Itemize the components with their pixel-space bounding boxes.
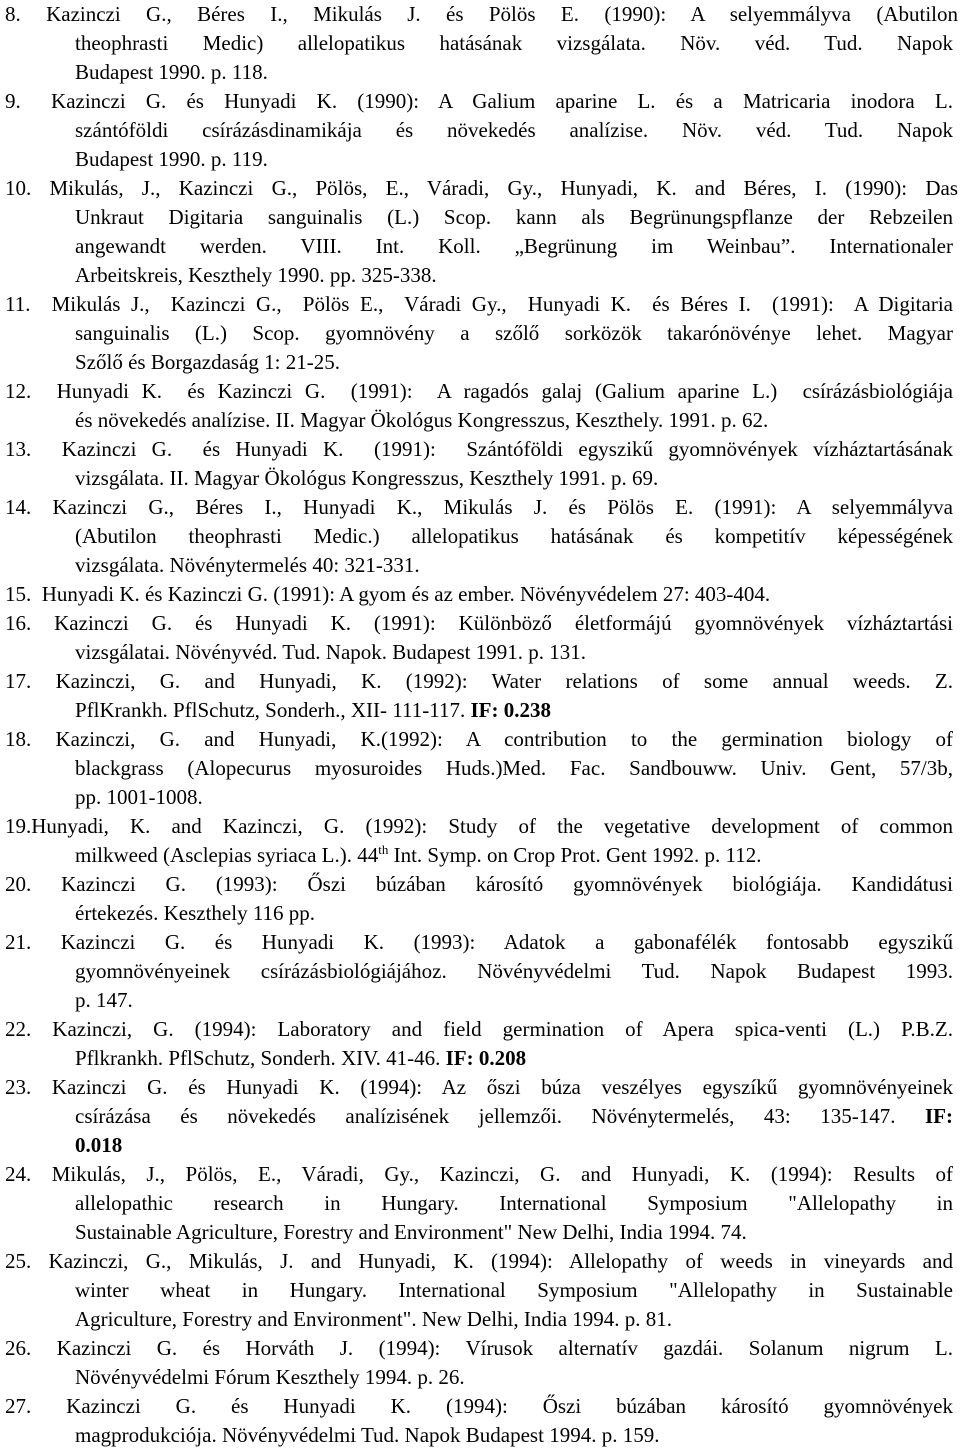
text-line [0, 1073, 960, 1102]
text-span: pp. 1001-1008. [75, 785, 203, 809]
line-text [5, 1334, 953, 1363]
text-span: 25. Kazinczi, G., Mikulás, J. and Hunyadi, K. (1994): Allelopathy of weeds in vineyards and [5, 1249, 953, 1273]
text-line [0, 1131, 960, 1160]
text-span: p. 147. [75, 988, 133, 1012]
text-line [0, 580, 960, 609]
line-text [5, 174, 958, 203]
line-text [5, 609, 953, 638]
text-line [0, 348, 960, 377]
line-text [75, 261, 675, 290]
line-text [5, 377, 953, 406]
text-span: 8. Kazinczi G., Béres I., Mikulás J. és Pölös E. (1990): A selyemmályva (Abutilon [5, 2, 958, 26]
text-line [0, 58, 960, 87]
line-text [5, 812, 953, 841]
text-span: 12. Hunyadi K. és Kazinczi G. (1991): A ragadós galaj (Galium aparine L.) csírázásbiológiája [5, 379, 953, 403]
text-line [0, 377, 960, 406]
text-line [0, 1015, 960, 1044]
text-span: és növekedés analízise. II. Magyar Ökológus Kongresszus, Keszthely. 1991. p. 62. [75, 408, 769, 432]
text-line [0, 870, 960, 899]
text-span: 21. Kazinczi G. és Hunyadi K. (1993): Adatok a gabonafélék fontosabb egyszikű [5, 930, 953, 954]
line-text [75, 1363, 953, 1392]
text-line [0, 1334, 960, 1363]
line-text [75, 1276, 953, 1305]
text-span: Agriculture, Forestry and Environment". New Delhi, India 1994. p. 81. [75, 1307, 673, 1331]
text-span: Szőlő és Borgazdaság 1: 21-25. [75, 350, 340, 374]
superscript: th [378, 842, 389, 857]
text-line [0, 1160, 960, 1189]
text-line [0, 783, 960, 812]
line-text [75, 841, 953, 870]
text-line [0, 464, 960, 493]
line-text [5, 1073, 953, 1102]
text-line [0, 522, 960, 551]
text-line [0, 957, 960, 986]
line-text [75, 754, 953, 783]
line-text [75, 783, 375, 812]
text-line [0, 116, 960, 145]
text-span: blackgrass (Alopecurus myosuroides Huds.)Med. Fac. Sandbouww. Univ. Gent, 57/3b, [75, 756, 953, 780]
line-text [75, 232, 953, 261]
text-span: (Abutilon theophrasti Medic.) allelopatikus hatásának és kompetitív képességének [75, 524, 953, 548]
text-span: Budapest 1990. p. 118. [75, 60, 268, 84]
text-span: sanguinalis (L.) Scop. gyomnövény a szőlő sorközök takarónövénye lehet. Magyar [75, 321, 953, 345]
text-line [0, 0, 960, 29]
text-span: értekezés. Keszthely 116 pp. [75, 901, 316, 925]
line-text [75, 899, 575, 928]
text-line [0, 1102, 960, 1131]
text-line [0, 609, 960, 638]
text-span: theophrasti Medic) allelopatikus hatásának vizsgálata. Növ. véd. Tud. Napok [75, 31, 953, 55]
text-line [0, 696, 960, 725]
text-span: csírázása és növekedés analízisének jellemzői. Növénytermelés, 43: 135-147. [75, 1104, 925, 1128]
line-text [5, 435, 953, 464]
line-text [75, 1102, 953, 1131]
text-line [0, 1247, 960, 1276]
text-line [0, 493, 960, 522]
text-line [0, 638, 960, 667]
text-span: magprodukciója. Növényvédelmi Tud. Napok Budapest 1994. p. 159. [75, 1423, 660, 1447]
bold-text: IF: 0.238 [470, 698, 551, 722]
text-span: allelopathic research in Hungary. International Symposium "Allelopathy in [75, 1191, 953, 1215]
line-text [75, 986, 275, 1015]
text-line [0, 406, 960, 435]
text-line [0, 232, 960, 261]
text-line [0, 435, 960, 464]
line-text [75, 1189, 953, 1218]
text-line [0, 1363, 960, 1392]
line-text [75, 522, 953, 551]
line-text [5, 928, 953, 957]
line-text [5, 580, 953, 609]
text-line [0, 986, 960, 1015]
text-span: Int. Symp. on Crop Prot. Gent 1992. p. 112. [388, 843, 762, 867]
text-span: vizsgálata. II. Magyar Ökológus Kongresszus, Keszthely 1991. p. 69. [75, 466, 659, 490]
line-text [75, 406, 953, 435]
text-span: 24. Mikulás, J., Pölös, E., Váradi, Gy., Kazinczi, G. and Hunyadi, K. (1994): Results of [5, 1162, 953, 1186]
line-text [75, 1305, 953, 1334]
line-text [75, 696, 953, 725]
text-span: Budapest 1990. p. 119. [75, 147, 268, 171]
text-span: Unkraut Digitaria sanguinalis (L.) Scop. kann als Begrünungspflanze der Rebzeilen [75, 205, 953, 229]
text-span: 18. Kazinczi, G. and Hunyadi, K.(1992): A contribution to the germination biology of [5, 727, 953, 751]
text-span: Sustainable Agriculture, Forestry and Environment" New Delhi, India 1994. 74. [75, 1220, 747, 1244]
line-text [75, 116, 953, 145]
text-span: Növényvédelmi Fórum Keszthely 1994. p. 26. [75, 1365, 465, 1389]
text-line [0, 1305, 960, 1334]
line-text [75, 551, 775, 580]
text-span: 14. Kazinczi G., Béres I., Hunyadi K., Mikulás J. és Pölös E. (1991): A selyemmályva [5, 495, 953, 519]
line-text [5, 1247, 953, 1276]
text-line [0, 754, 960, 783]
text-line [0, 290, 960, 319]
text-line [0, 1189, 960, 1218]
line-text [75, 1421, 953, 1450]
text-span: 13. Kazinczi G. és Hunyadi K. (1991): Szántóföldi egyszikű gyomnövények vízháztartásának [5, 437, 953, 461]
text-line [0, 551, 960, 580]
text-line [0, 812, 960, 841]
text-line [0, 174, 960, 203]
text-span: 23. Kazinczi G. és Hunyadi K. (1994): Az őszi búza veszélyes egyszíkű gyomnövényeinek [5, 1075, 953, 1099]
text-line [0, 1276, 960, 1305]
text-span: 26. Kazinczi G. és Horváth J. (1994): Vírusok alternatív gazdái. Solanum nigrum L. [5, 1336, 953, 1360]
bold-text: 0.018 [75, 1133, 123, 1157]
text-line [0, 928, 960, 957]
text-span: Pflkrankh. PflSchutz, Sonderh. XIV. 41-46. [75, 1046, 446, 1070]
line-text [75, 464, 953, 493]
text-line [0, 203, 960, 232]
text-span: Arbeitskreis, Keszthely 1990. pp. 325-338. [75, 263, 437, 287]
line-text [5, 1160, 953, 1189]
line-text [75, 1044, 953, 1073]
text-line [0, 29, 960, 58]
text-span: 27. Kazinczi G. és Hunyadi K. (1994): Őszi búzában károsító gyomnövények [5, 1394, 953, 1418]
text-line [0, 1392, 960, 1421]
text-line [0, 725, 960, 754]
text-span: 17. Kazinczi, G. and Hunyadi, K. (1992): Water relations of some annual weeds. Z. [5, 669, 953, 693]
text-line [0, 145, 960, 174]
line-text [75, 1218, 953, 1247]
text-line [0, 1044, 960, 1073]
text-line [0, 899, 960, 928]
text-line [0, 1421, 960, 1450]
text-span: 19.Hunyadi, K. and Kazinczi, G. (1992): Study of the vegetative development of common [5, 814, 953, 838]
text-line [0, 841, 960, 870]
text-line [0, 1218, 960, 1247]
line-text [5, 0, 958, 29]
line-text [75, 29, 953, 58]
line-text [5, 870, 953, 899]
text-span: vizsgálata. Növénytermelés 40: 321-331. [75, 553, 420, 577]
text-span: gyomnövényeinek csírázásbiológiájához. Növényvédelmi Tud. Napok Budapest 1993. [75, 959, 953, 983]
line-text [75, 203, 953, 232]
line-text [75, 319, 953, 348]
line-text [5, 493, 953, 522]
text-span: vizsgálatai. Növényvéd. Tud. Napok. Budapest 1991. p. 131. [75, 640, 586, 664]
text-span: 11. Mikulás J., Kazinczi G., Pölös E., Váradi Gy., Hunyadi K. és Béres I. (1991): A Digitaria [5, 292, 953, 316]
text-span: milkweed (Asclepias syriaca L.). 44 [75, 843, 379, 867]
line-text [5, 290, 953, 319]
line-text [5, 725, 953, 754]
line-text [75, 348, 575, 377]
line-text [5, 1015, 953, 1044]
text-span: 10. Mikulás, J., Kazinczi G., Pölös, E., Váradi, Gy., Hunyadi, K. and Béres, I. (1990): Das [5, 176, 958, 200]
text-span: 15. Hunyadi K. és Kazinczi G. (1991): A gyom és az ember. Növényvédelem 27: 403-404. [5, 582, 771, 606]
bold-text: IF: [925, 1104, 953, 1128]
text-span: PflKrankh. PflSchutz, Sonderh., XII- 111-117. [75, 698, 471, 722]
line-text [75, 1131, 275, 1160]
text-line [0, 319, 960, 348]
line-text [75, 58, 375, 87]
text-line [0, 667, 960, 696]
bold-text: IF: 0.208 [445, 1046, 527, 1070]
line-text [75, 145, 375, 174]
text-span: winter wheat in Hungary. International Symposium "Allelopathy in Sustainable [75, 1278, 953, 1302]
line-text [75, 957, 953, 986]
line-text [5, 1392, 953, 1421]
text-span: 16. Kazinczi G. és Hunyadi K. (1991): Különböző életformájú gyomnövények vízháztartási [5, 611, 953, 635]
line-text [5, 87, 953, 116]
text-line [0, 261, 960, 290]
text-span: szántóföldi csírázásdinamikája és növekedés analízise. Növ. véd. Tud. Napok [75, 118, 953, 142]
line-text [75, 638, 953, 667]
text-line [0, 87, 960, 116]
text-span: 20. Kazinczi G. (1993): Őszi búzában károsító gyomnövények biológiája. Kandidátusi [5, 872, 953, 896]
text-span: 22. Kazinczi, G. (1994): Laboratory and field germination of Apera spica-venti (L.) P.B.Z. [5, 1017, 953, 1041]
text-span: 9. Kazinczi G. és Hunyadi K. (1990): A Galium aparine L. és a Matricaria inodora L. [5, 89, 953, 113]
line-text [5, 667, 953, 696]
text-span: angewandt werden. VIII. Int. Koll. „Begrünung im Weinbau”. Internationaler [75, 234, 953, 258]
